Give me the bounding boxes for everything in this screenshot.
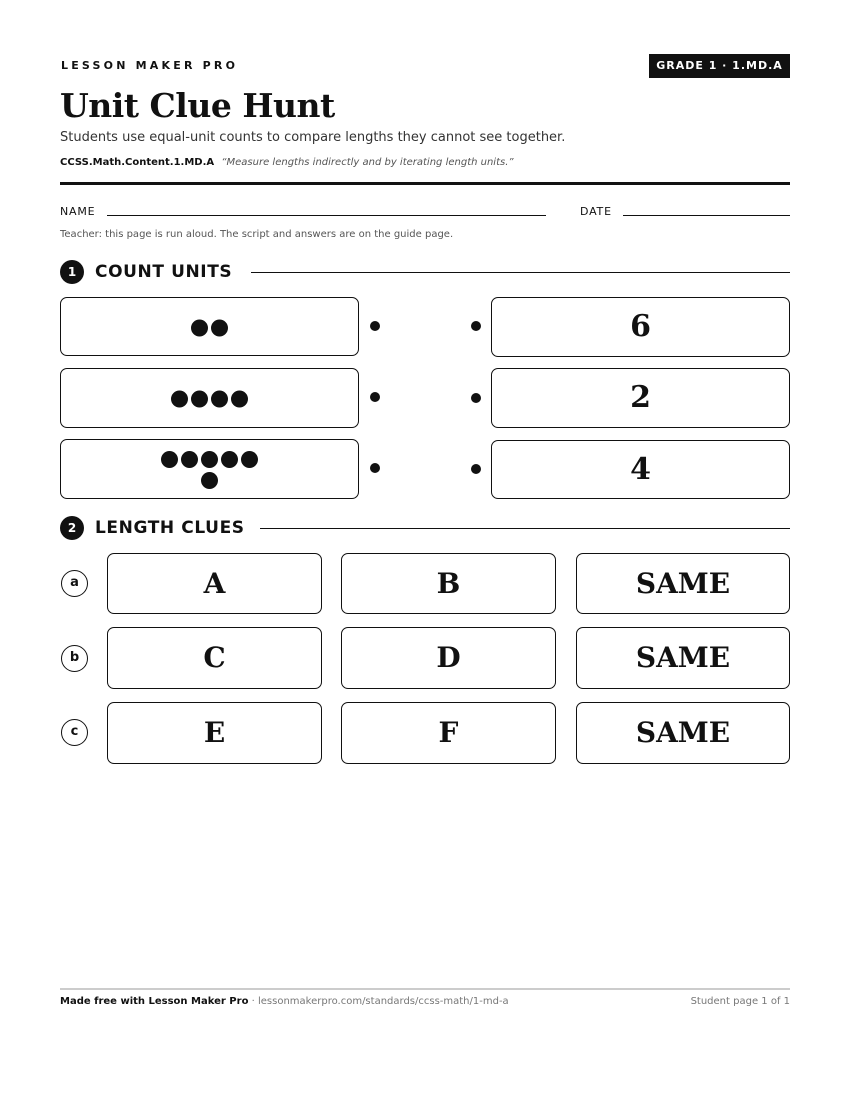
- unit-dot: [171, 391, 188, 408]
- clue-label: A: [203, 566, 226, 600]
- section-title: LENGTH CLUES: [95, 518, 245, 538]
- grade-badge: GRADE 1 · 1.MD.A: [649, 54, 790, 78]
- clue-label: SAME: [635, 716, 731, 749]
- clue-option-a-1[interactable]: [107, 553, 322, 614]
- clue-option-b-2[interactable]: [341, 627, 556, 689]
- match-dot-right-2[interactable]: [471, 393, 481, 403]
- standard-code: CCSS.Math.Content.1.MD.A: [60, 157, 215, 168]
- unit-dot: [201, 451, 218, 468]
- footer-credit: [60, 996, 509, 1007]
- clue-label: SAME: [635, 566, 731, 600]
- brand-name: LESSON MAKER PRO: [61, 59, 239, 72]
- unit-dot: [191, 391, 208, 408]
- clue-label: SAME: [635, 641, 731, 674]
- standard-line: [60, 157, 514, 168]
- unit-dot: [201, 472, 218, 489]
- unit-dot: [181, 451, 198, 468]
- clue-option-a-2[interactable]: [341, 553, 556, 614]
- row-letter-c: c: [61, 719, 88, 746]
- dot-row: [61, 448, 358, 469]
- match-dot-right-1[interactable]: [471, 321, 481, 331]
- row-letter-a: a: [61, 570, 88, 597]
- clue-label: F: [438, 716, 459, 749]
- footer-page-number: Student page 1 of 1: [690, 996, 790, 1007]
- section-number: 1: [60, 260, 84, 284]
- unit-dot: [221, 451, 238, 468]
- number-value: 4: [630, 451, 651, 487]
- unit-dot: [231, 391, 248, 408]
- clue-option-b-same[interactable]: [576, 627, 790, 689]
- section-rule: [251, 272, 790, 273]
- dot-group: [61, 448, 358, 490]
- row-letter-b: b: [61, 645, 88, 672]
- number-box-1[interactable]: [491, 297, 790, 357]
- match-dot-left-3[interactable]: [370, 463, 380, 473]
- match-dot-left-1[interactable]: [370, 321, 380, 331]
- section-length-clues: [60, 515, 790, 539]
- number-value: 6: [630, 309, 651, 344]
- date-label: DATE: [580, 205, 612, 218]
- header-rule: [60, 182, 790, 185]
- clue-label: C: [203, 641, 226, 674]
- footer-made-with: Made free with Lesson Maker Pro: [60, 996, 249, 1007]
- match-dot-left-2[interactable]: [370, 392, 380, 402]
- standard-quote: “Measure lengths indirectly and by iterating length units.”: [221, 157, 514, 168]
- dot-box-1[interactable]: [60, 297, 359, 356]
- number-box-3[interactable]: [491, 440, 790, 499]
- dot-row: [61, 388, 358, 409]
- match-dot-right-3[interactable]: [471, 464, 481, 474]
- clue-option-a-same[interactable]: [576, 553, 790, 614]
- footer-url: · lessonmakerpro.com/standards/ccss-math/1-md-a: [248, 996, 509, 1007]
- unit-dot: [241, 451, 258, 468]
- clue-option-c-same[interactable]: [576, 702, 790, 764]
- unit-dot: [211, 391, 228, 408]
- name-label: NAME: [60, 205, 96, 218]
- clue-option-b-1[interactable]: [107, 627, 322, 689]
- page-subtitle: Students use equal-unit counts to compare lengths they cannot see together.: [60, 130, 566, 145]
- section-number: 2: [60, 516, 84, 540]
- number-box-2[interactable]: [491, 368, 790, 428]
- section-rule: [260, 528, 790, 529]
- date-field[interactable]: [623, 215, 790, 216]
- page-title: Unit Clue Hunt: [60, 86, 335, 125]
- dot-box-3[interactable]: [60, 439, 359, 499]
- clue-label: E: [203, 716, 226, 749]
- section-count-units: [60, 259, 790, 283]
- number-value: 2: [630, 380, 651, 415]
- clue-option-c-1[interactable]: [107, 702, 322, 764]
- unit-dot: [191, 319, 208, 336]
- dot-box-2[interactable]: [60, 368, 359, 428]
- footer-rule: [60, 988, 790, 990]
- dot-row: [61, 469, 358, 490]
- dot-group: [61, 316, 358, 337]
- unit-dot: [161, 451, 178, 468]
- teacher-note: Teacher: this page is run aloud. The script and answers are on the guide page.: [60, 229, 454, 240]
- clue-label: B: [436, 566, 461, 600]
- clue-option-c-2[interactable]: [341, 702, 556, 764]
- name-field[interactable]: [107, 215, 546, 216]
- section-title: COUNT UNITS: [95, 262, 233, 282]
- unit-dot: [211, 319, 228, 336]
- clue-label: D: [436, 641, 461, 674]
- dot-group: [61, 388, 358, 409]
- dot-row: [61, 316, 358, 337]
